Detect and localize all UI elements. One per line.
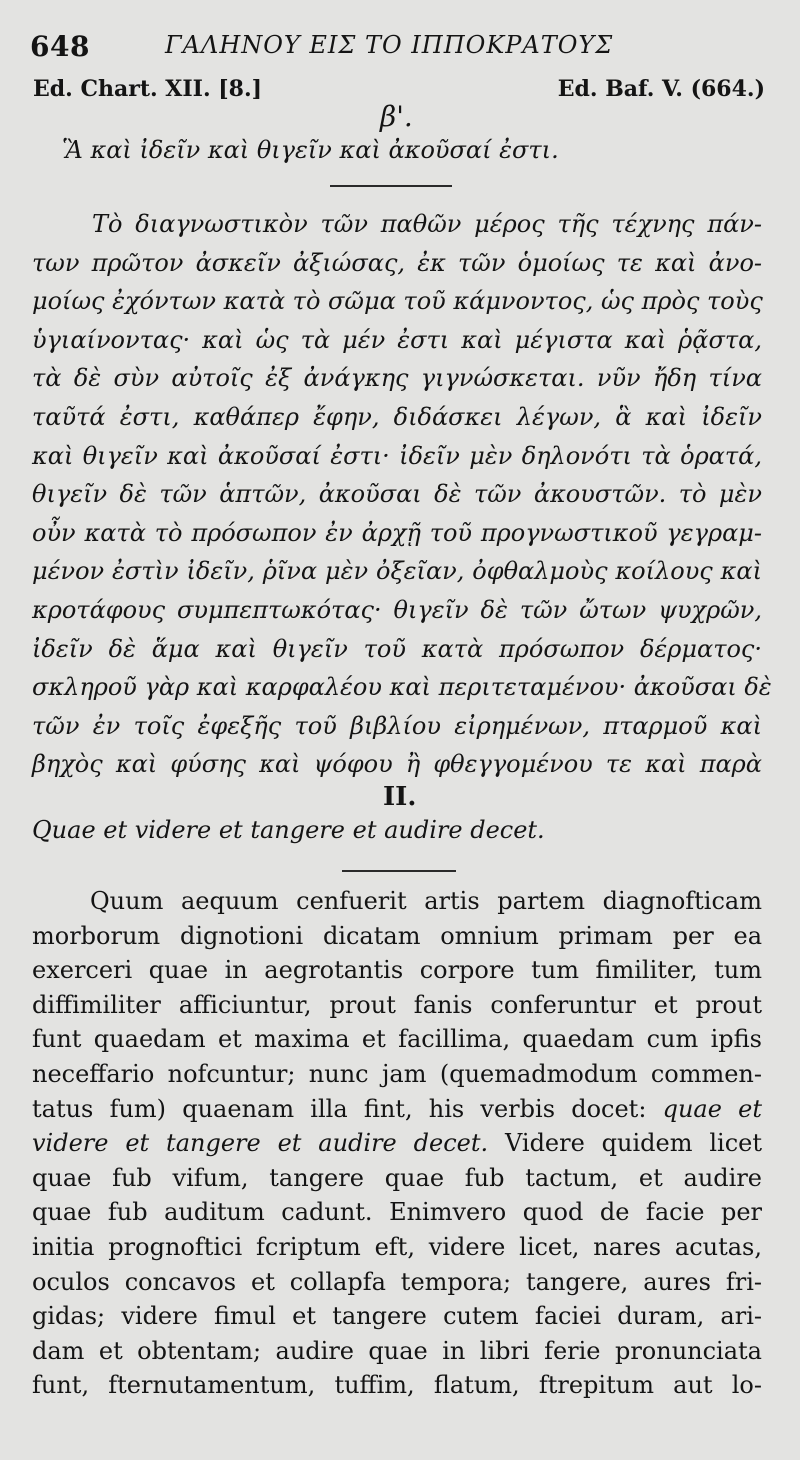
greek-line: μοίως ἐχόντων κατὰ τὸ σῶμα τοῦ κάμνοντος, ὡς πρὸς τοὺς [32, 287, 763, 316]
latin-line-segment: Videre quidem licet [504, 1129, 762, 1158]
greek-line: τῶν ἐν τοῖς ἐφεξῆς τοῦ βιβλίου εἰρημένων, πταρμοῦ καὶ [32, 711, 762, 740]
latin-line: quae fub vifum, tangere quae fub tactum, et audire [32, 1163, 762, 1192]
latin-line: funt, fternutamentum, tuffim, flatum, ftrepitum aut lo- [32, 1371, 762, 1400]
latin-line: Quum aequum cenfuerit artis partem diagnofticam [90, 887, 762, 915]
italic-lemma-fragment: quae et [662, 1094, 762, 1123]
section-rule-latin [342, 870, 456, 872]
latin-section-number: II. [383, 782, 417, 812]
edition-reference-left: Ed. Chart. XII. [8.] [33, 76, 263, 102]
greek-line: ἰδεῖν δὲ ἅμα καὶ θιγεῖν τοῦ κατὰ πρόσωπον δέρματος· [32, 634, 762, 663]
greek-line: μένον ἐστὶν ἰδεῖν, ῥῖνα μὲν ὀξεῖαν, ὀφθαλμοὺς κοίλους καὶ [32, 557, 762, 586]
latin-line: initia prognoftici fcriptum eft, videre licet, nares acutas, [32, 1232, 762, 1261]
latin-line: neceffario nofcuntur; nunc jam (quemadmodum commen- [32, 1059, 762, 1088]
latin-line: oculos concavos et collapfa tempora; tangere, aures fri- [32, 1267, 762, 1296]
greek-line: ταῦτά ἐστι, καθάπερ ἔφην, διδάσκει λέγων, ἃ καὶ ἰδεῖν [32, 402, 762, 431]
greek-commentary [32, 205, 772, 784]
latin-lemma: Quae et videre et tangere et audire decet. [32, 816, 545, 844]
latin-line-segment: tatus fum) quaenam illa fint, his verbis docet: [32, 1094, 647, 1123]
greek-line: καὶ θιγεῖν καὶ ἀκοῦσαί ἐστι· ἰδεῖν μὲν δηλονότι τὰ ὁρατά, [32, 441, 762, 470]
greek-line: θιγεῖν δὲ τῶν ἁπτῶν, ἀκοῦσαι δὲ τῶν ἀκουστῶν. τὸ μὲν [32, 480, 762, 509]
running-title: ΓΑΛΗΝΟΥ ΕΙΣ ΤΟ ΙΠΠΟΚΡΑΤΟΥΣ [165, 31, 614, 59]
latin-line-with-italic [32, 1092, 762, 1127]
latin-commentary [32, 884, 762, 1403]
greek-line: τὰ δὲ σὺν αὐτοῖς ἐξ ἀνάγκης γιγνώσκεται. νῦν ἤδη τίνα [32, 364, 762, 393]
edition-reference-right: Ed. Baf. V. (664.) [557, 76, 765, 102]
latin-line: diffimiliter afficiuntur, prout fanis conferuntur et prout [32, 990, 762, 1019]
latin-line: dam et obtentam; audire quae in libri ferie pronunciata [32, 1336, 762, 1365]
latin-line-with-italic [32, 1126, 762, 1161]
greek-line: σκληροῦ γὰρ καὶ καρφαλέου καὶ περιτεταμένου· ἀκοῦσαι δὲ [32, 673, 772, 702]
greek-line: βηχὸς καὶ φύσης καὶ ψόφου ἢ φθεγγομένου τε καὶ παρὰ [32, 750, 762, 779]
latin-line: funt quaedam et maxima et facillima, quaedam cum ipfis [32, 1025, 762, 1054]
greek-line: ὑγιαίνοντας· καὶ ὡς τὰ μέν ἐστι καὶ μέγιστα καὶ ῥᾷστα, [32, 325, 762, 354]
italic-lemma-fragment: videre et tangere et audire decet. [32, 1129, 489, 1158]
greek-section-number: β'. [380, 100, 413, 133]
page-number: 648 [30, 30, 90, 63]
greek-line: των πρῶτον ἀσκεῖν ἀξιώσας, ἐκ τῶν ὁμοίως τε καὶ ἀνο- [32, 248, 762, 277]
latin-line: quae fub auditum cadunt. Enimvero quod de facie per [32, 1198, 762, 1227]
greek-lemma: Ἃ καὶ ἰδεῖν καὶ θιγεῖν καὶ ἀκοῦσαί ἐστι. [62, 136, 559, 164]
greek-line: Τὸ διαγνωστικὸν τῶν παθῶν μέρος τῆς τέχνης πάν- [92, 210, 762, 238]
section-rule-greek [330, 185, 452, 187]
greek-line: οὖν κατὰ τὸ πρόσωπον ἐν ἀρχῇ τοῦ προγνωστικοῦ γεγραμ- [32, 518, 762, 547]
latin-line: exerceri quae in aegrotantis corpore tum fimiliter, tum [32, 956, 762, 985]
greek-line: κροτάφους συμπεπτωκότας· θιγεῖν δὲ τῶν ὤτων ψυχρῶν, [32, 595, 762, 624]
latin-line: gidas; videre fimul et tangere cutem faciei duram, ari- [32, 1302, 762, 1331]
latin-line: morborum dignotioni dicatam omnium primam per ea [32, 921, 762, 950]
